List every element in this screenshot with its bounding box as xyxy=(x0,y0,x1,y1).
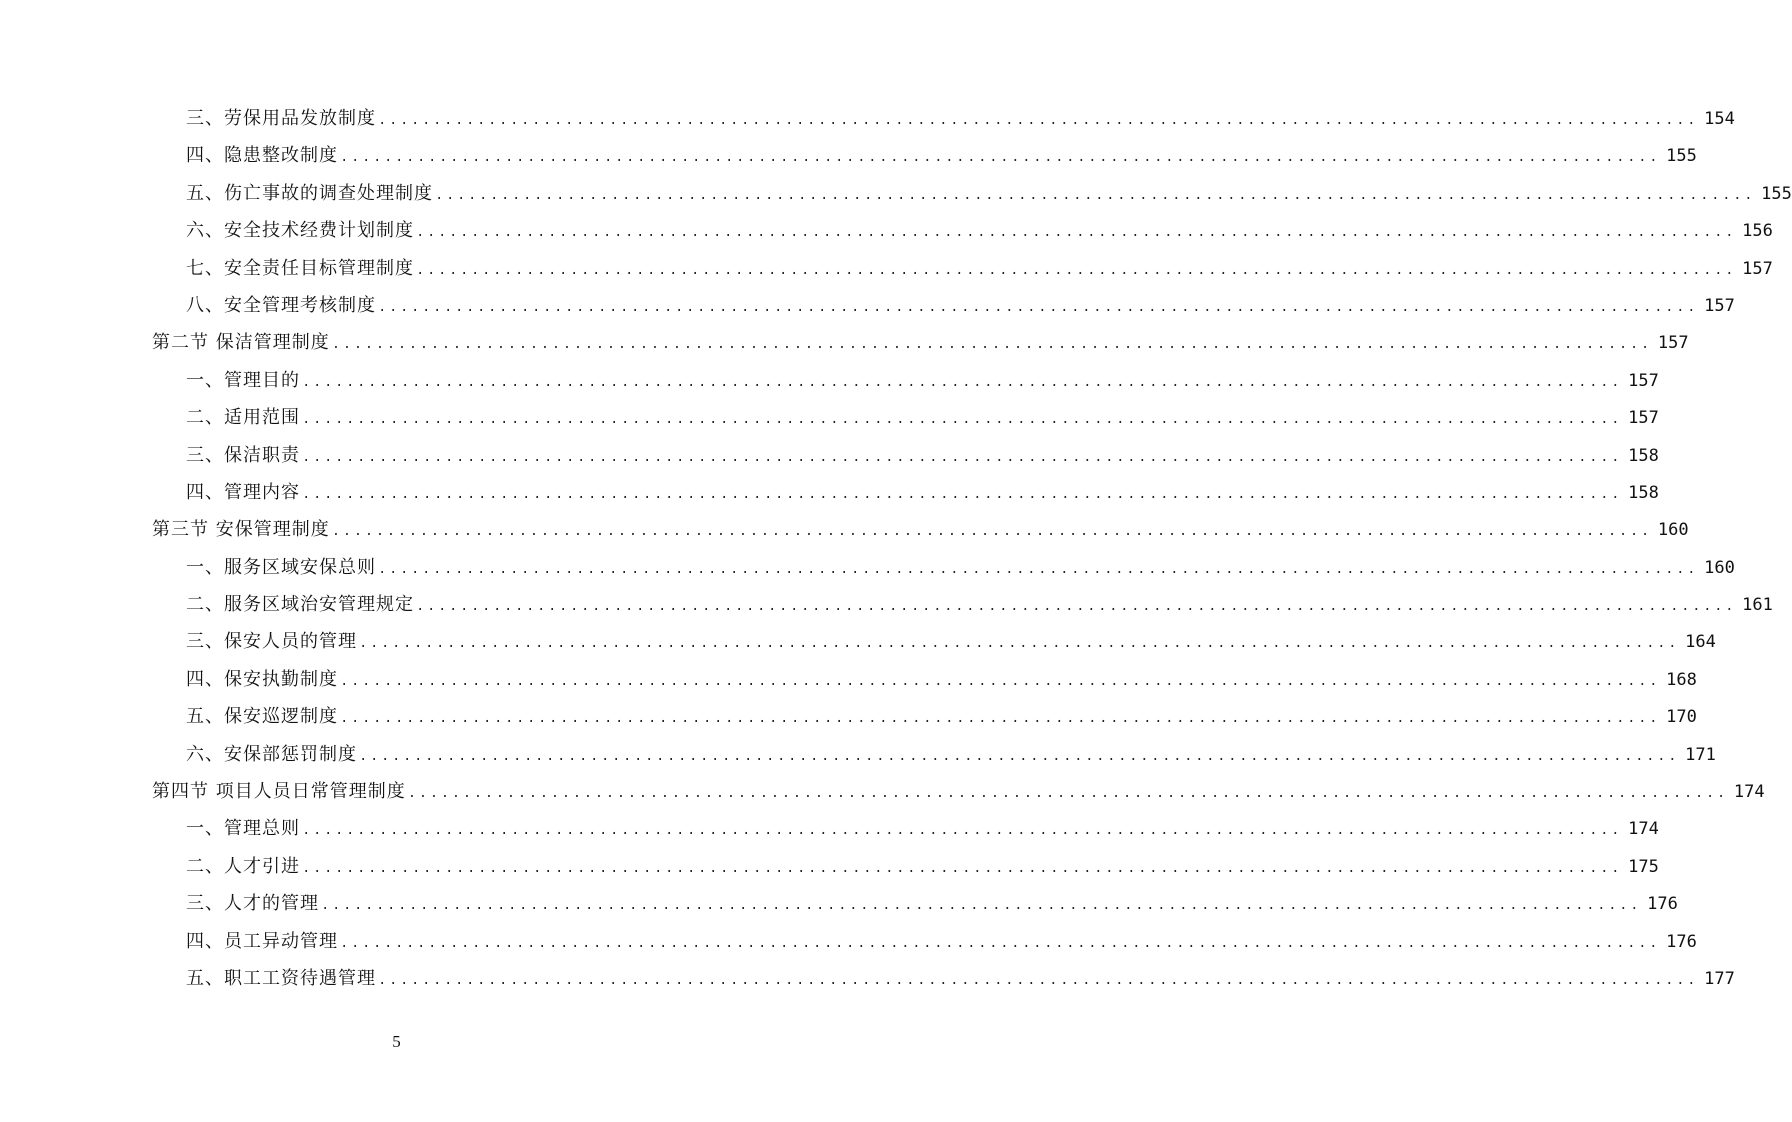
toc-dot-leader: ........................................................................................................................ xyxy=(331,337,1652,354)
toc-entry-line xyxy=(186,294,1735,319)
toc-dot-leader: ........................................................................................................................ xyxy=(302,449,1623,466)
toc-entry-page: 157 xyxy=(1657,333,1689,354)
page-number: 5 xyxy=(392,1032,401,1051)
toc-entry-title: 五、伤亡事故的调查处理制度 xyxy=(186,182,433,204)
toc-entry[interactable] xyxy=(0,810,1659,847)
toc-entry-line xyxy=(186,220,1773,244)
toc-entry-line xyxy=(186,855,1659,880)
toc-entry-line xyxy=(186,556,1735,581)
toc-dot-leader: ........................................................................................................................ xyxy=(359,636,1680,653)
toc-dot-leader: ........................................................................................................................ xyxy=(302,374,1623,391)
toc-entry-title: 七、安全责任目标管理制度 xyxy=(186,257,414,279)
toc-entry-line xyxy=(186,481,1659,506)
toc-entry-line xyxy=(186,743,1716,768)
toc-entry-line xyxy=(186,182,1792,207)
toc-entry-title: 四、保安执勤制度 xyxy=(186,668,338,690)
toc-entry[interactable] xyxy=(0,736,1716,773)
toc-dot-leader: ........................................................................................................................ xyxy=(378,972,1699,989)
toc-entry[interactable] xyxy=(0,250,1773,287)
toc-entry-title: 六、安保部惩罚制度 xyxy=(186,743,357,765)
toc-entry-line xyxy=(152,519,1689,543)
toc-entry-title: 四、隐患整改制度 xyxy=(186,145,338,167)
toc-entry-title: 第二节 保洁管理制度 xyxy=(152,332,330,354)
toc-entry[interactable] xyxy=(0,175,1792,212)
toc-entry-page: 160 xyxy=(1704,557,1735,578)
toc-entry-line xyxy=(186,369,1659,394)
toc-entry-page: 157 xyxy=(1628,370,1659,391)
toc-dot-leader: ........................................................................................................................ xyxy=(331,524,1652,541)
toc-entry[interactable] xyxy=(0,885,1678,922)
toc-dot-leader: ........................................................................................................................ xyxy=(302,412,1623,429)
toc-dot-leader: ........................................................................................................................ xyxy=(340,935,1661,952)
toc-entry-title: 一、管理总则 xyxy=(186,818,300,840)
toc-dot-leader: ........................................................................................................................ xyxy=(378,113,1699,129)
toc-entry-title: 二、服务区域治安管理规定 xyxy=(186,594,414,616)
toc-entry-page: 157 xyxy=(1704,295,1735,316)
toc-entry-line xyxy=(186,594,1773,618)
toc-entry-page: 155 xyxy=(1761,183,1792,204)
toc-entry-title: 第三节 安保管理制度 xyxy=(152,519,330,541)
toc-entry-line xyxy=(186,818,1659,842)
toc-entry-page: 175 xyxy=(1628,856,1659,877)
toc-entry-title: 五、保安巡逻制度 xyxy=(186,706,338,728)
toc-entry-page: 158 xyxy=(1628,445,1659,466)
toc-entry-page: 157 xyxy=(1628,408,1659,429)
toc-entry-line xyxy=(186,967,1735,992)
toc-entry[interactable] xyxy=(0,586,1773,623)
toc-entry-title: 第四节 项目人员日常管理制度 xyxy=(152,781,406,803)
toc-entry-page: 174 xyxy=(1733,782,1765,803)
toc-entry[interactable] xyxy=(0,287,1735,324)
toc-section-entry[interactable] xyxy=(0,511,1689,548)
toc-dot-leader: ........................................................................................................................ xyxy=(416,225,1737,242)
toc-entry-title: 三、保安人员的管理 xyxy=(186,631,357,653)
toc-entry-line xyxy=(186,145,1697,169)
table-of-contents xyxy=(0,100,1792,997)
toc-entry-title: 一、服务区域安保总则 xyxy=(186,556,376,578)
toc-entry-page: 154 xyxy=(1704,109,1735,129)
toc-entry[interactable] xyxy=(0,661,1697,698)
toc-entry[interactable] xyxy=(0,212,1773,249)
toc-dot-leader: ........................................................................................................................ xyxy=(340,711,1661,728)
toc-entry-page: 157 xyxy=(1742,258,1773,279)
toc-section-entry[interactable] xyxy=(0,773,1765,810)
toc-dot-leader: ........................................................................................................................ xyxy=(340,150,1661,167)
toc-entry[interactable] xyxy=(0,623,1716,660)
toc-dot-leader: ........................................................................................................................ xyxy=(321,898,1642,915)
toc-entry-title: 六、安全技术经费计划制度 xyxy=(186,220,414,242)
toc-entry-title: 三、人才的管理 xyxy=(186,893,319,915)
toc-entry-page: 155 xyxy=(1666,146,1697,167)
toc-entry-line xyxy=(186,108,1735,132)
toc-entry-line xyxy=(186,444,1659,469)
toc-entry-page: 160 xyxy=(1657,520,1689,541)
toc-entry-page: 177 xyxy=(1704,968,1735,989)
toc-entry-page: 176 xyxy=(1666,931,1697,952)
toc-entry-page: 161 xyxy=(1742,595,1773,616)
toc-entry-title: 四、员工异动管理 xyxy=(186,930,338,952)
toc-dot-leader: ........................................................................................................................ xyxy=(378,561,1699,578)
toc-entry-title: 五、职工工资待遇管理 xyxy=(186,967,376,989)
toc-entry-page: 174 xyxy=(1628,819,1659,840)
toc-dot-leader: ........................................................................................................................ xyxy=(359,748,1680,765)
toc-entry-title: 三、劳保用品发放制度 xyxy=(186,108,376,129)
toc-entry[interactable] xyxy=(0,437,1659,474)
toc-dot-leader: ........................................................................................................................ xyxy=(302,860,1623,877)
toc-entry-line xyxy=(186,930,1697,955)
toc-dot-leader: ........................................................................................................................ xyxy=(302,823,1623,840)
toc-entry[interactable] xyxy=(0,399,1659,436)
toc-entry-title: 二、适用范围 xyxy=(186,407,300,429)
toc-entry-page: 168 xyxy=(1666,669,1697,690)
toc-entry[interactable] xyxy=(0,698,1697,735)
toc-entry-line xyxy=(152,781,1765,805)
toc-entry[interactable] xyxy=(0,549,1735,586)
toc-entry-title: 四、管理内容 xyxy=(186,481,300,503)
toc-entry-line xyxy=(186,706,1697,730)
toc-entry-page: 158 xyxy=(1628,482,1659,503)
toc-entry-line xyxy=(186,631,1716,655)
toc-entry[interactable] xyxy=(0,100,1735,137)
toc-dot-leader: ........................................................................................................................ xyxy=(435,187,1756,204)
toc-entry-title: 八、安全管理考核制度 xyxy=(186,294,376,316)
toc-entry-page: 176 xyxy=(1647,894,1678,915)
toc-entry-title: 三、保洁职责 xyxy=(186,444,300,466)
toc-entry[interactable] xyxy=(0,474,1659,511)
toc-dot-leader: ........................................................................................................................ xyxy=(340,673,1661,690)
toc-section-entry[interactable] xyxy=(0,324,1689,361)
toc-entry[interactable] xyxy=(0,923,1697,960)
toc-entry-line xyxy=(186,668,1697,693)
toc-entry-line xyxy=(186,407,1659,431)
toc-entry-page: 156 xyxy=(1742,221,1773,242)
toc-entry-page: 164 xyxy=(1685,632,1716,653)
toc-dot-leader: ........................................................................................................................ xyxy=(416,599,1737,616)
toc-entry-title: 二、人才引进 xyxy=(186,855,300,877)
toc-entry-title: 一、管理目的 xyxy=(186,369,300,391)
toc-entry-page: 170 xyxy=(1666,707,1697,728)
toc-entry[interactable] xyxy=(0,960,1735,997)
toc-dot-leader: ........................................................................................................................ xyxy=(378,299,1699,316)
toc-dot-leader: ........................................................................................................................ xyxy=(407,786,1728,803)
toc-dot-leader: ........................................................................................................................ xyxy=(416,262,1737,279)
toc-entry[interactable] xyxy=(0,848,1659,885)
toc-entry-line xyxy=(186,893,1678,917)
toc-entry-page: 171 xyxy=(1685,744,1716,765)
toc-entry[interactable] xyxy=(0,362,1659,399)
toc-entry-line xyxy=(152,332,1689,356)
toc-entry[interactable] xyxy=(0,137,1697,174)
toc-entry-line xyxy=(186,257,1773,282)
toc-dot-leader: ........................................................................................................................ xyxy=(302,486,1623,503)
